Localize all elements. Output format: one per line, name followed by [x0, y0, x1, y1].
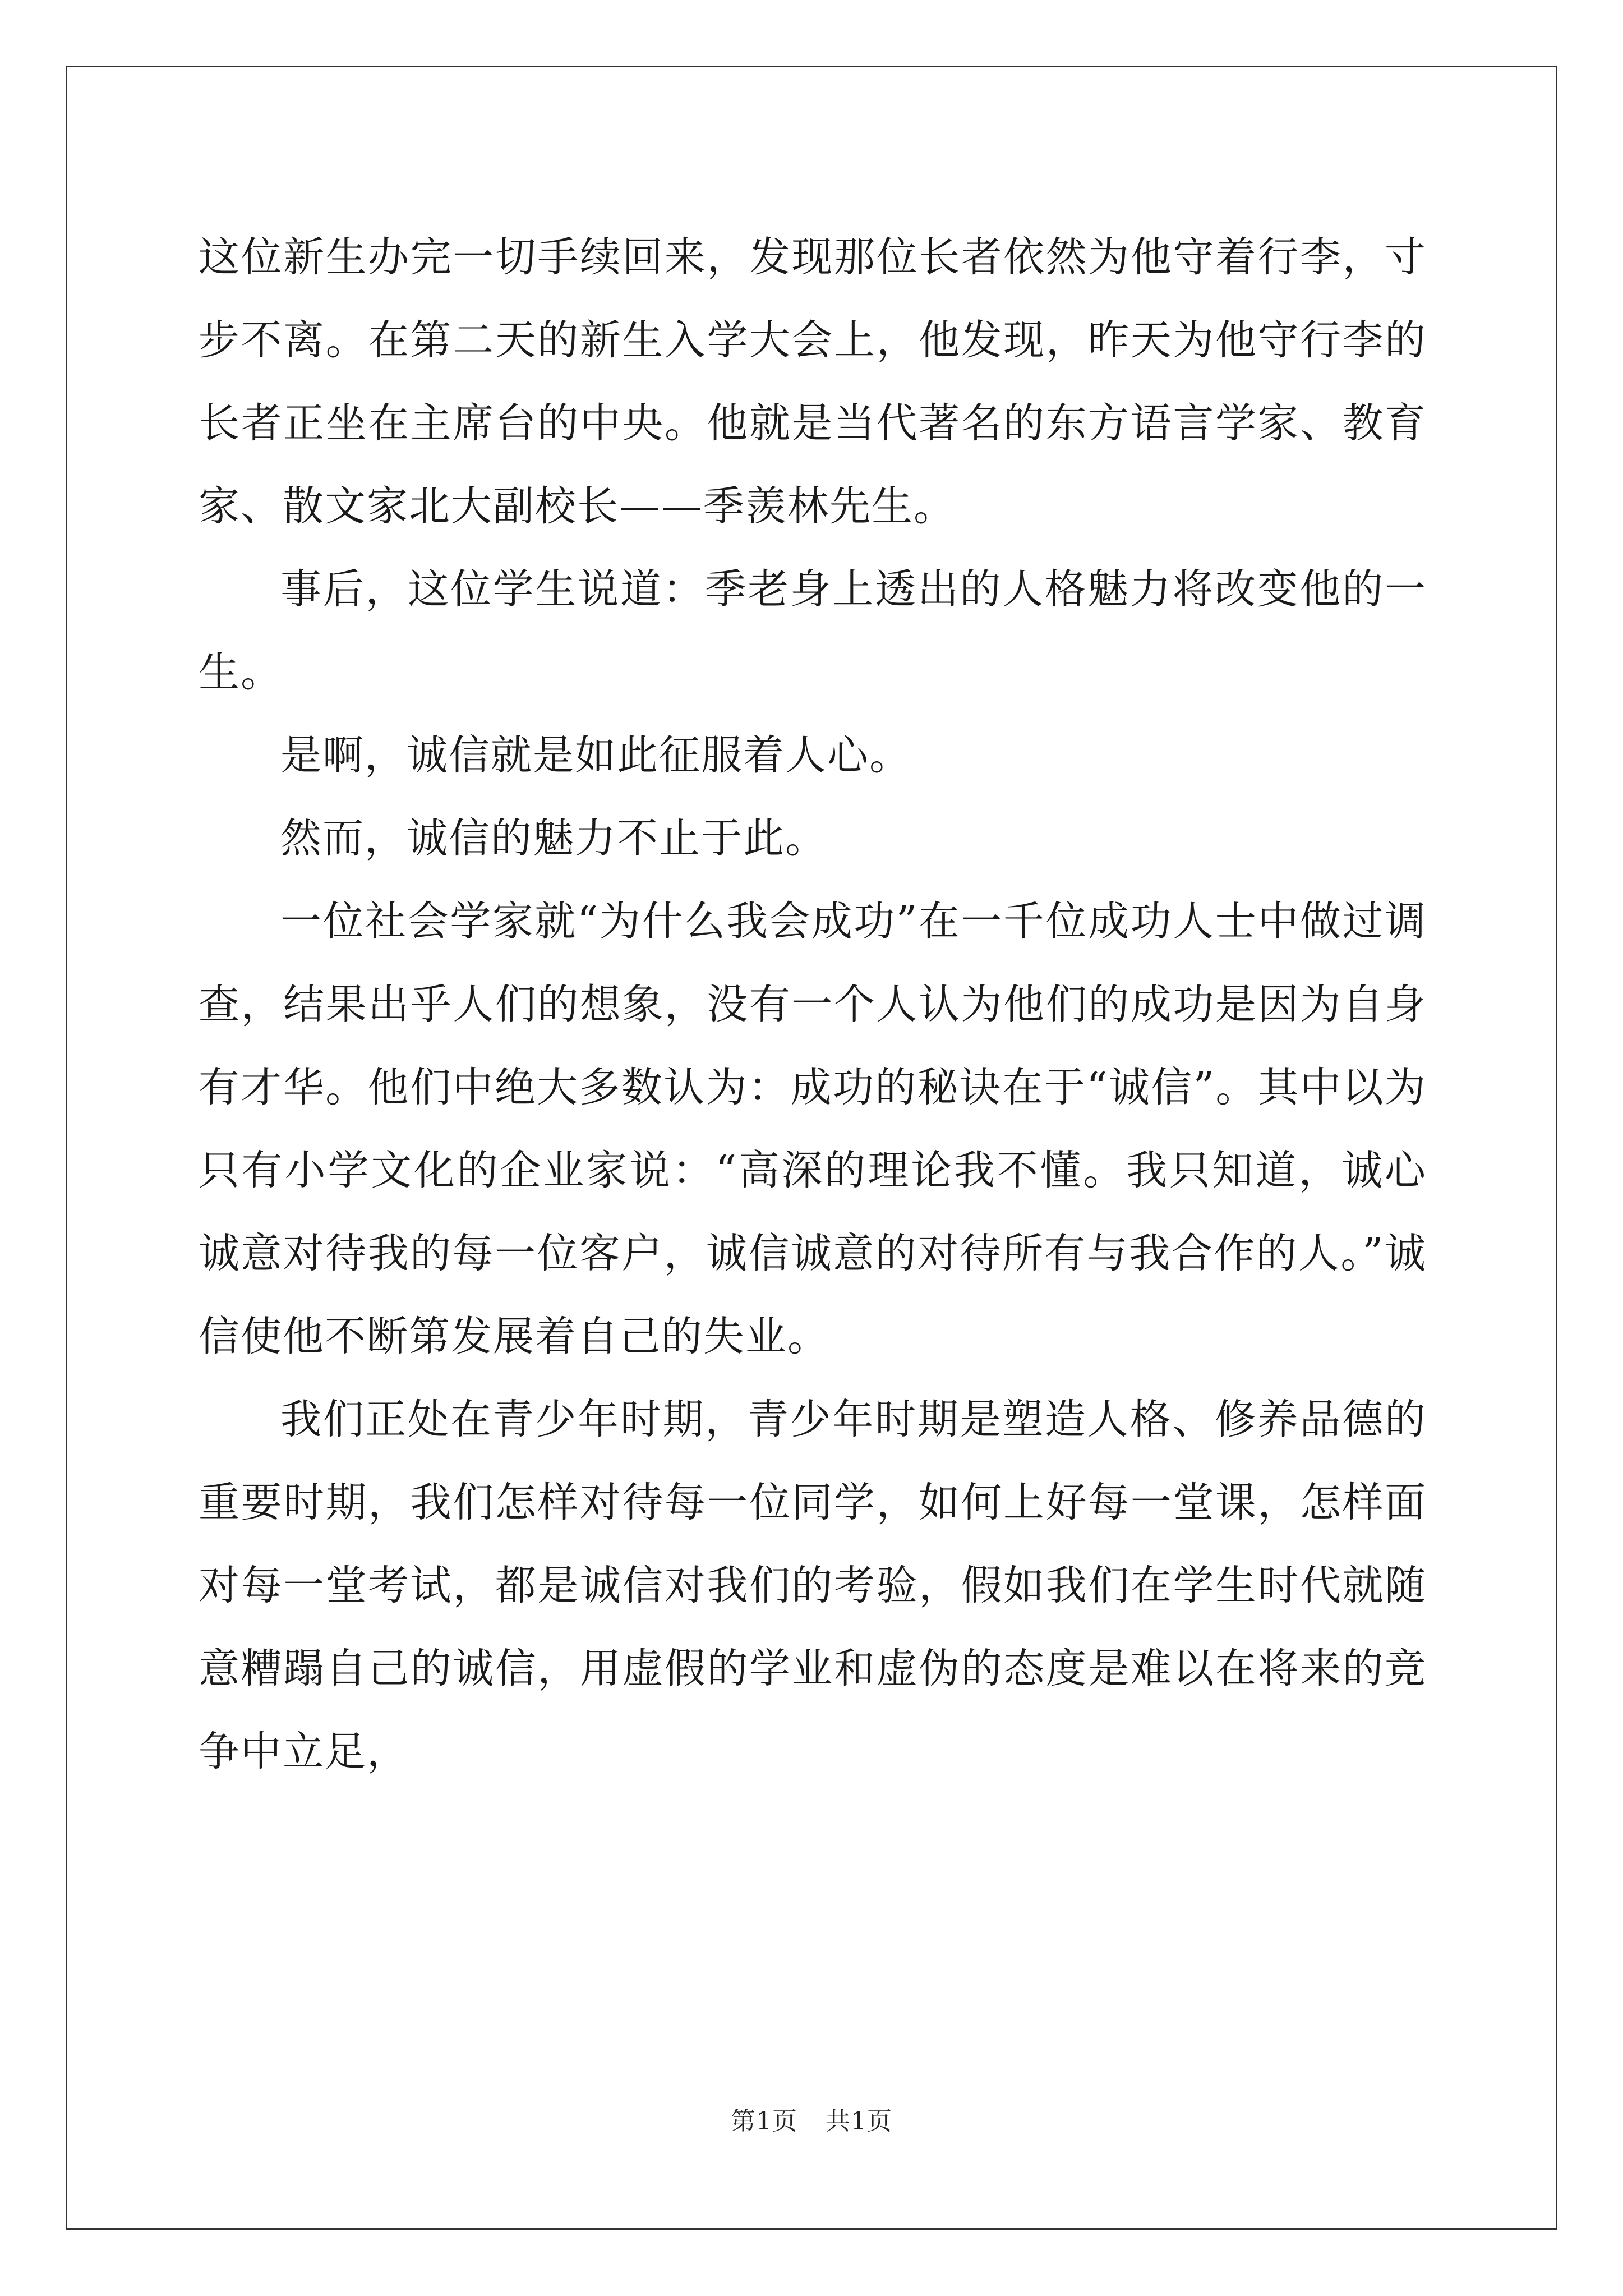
paragraph: 这位新生办完一切手续回来，发现那位长者依然为他守着行李，寸步不离。在第二天的新生入学大会上，他发现，昨天为他守行李的长者正坐在主席台的中央。他就是当代著名的东方语言学家、教育家、散文家北大副校长——季羡林先生。	[199, 233, 1427, 530]
paragraph: 我们正处在青少年时期，青少年时期是塑造人格、修养品德的重要时期，我们怎样对待每一位同学，如何上好每一堂课，怎样面对每一堂考试，都是诚信对我们的考验，假如我们在学生时代就随意糟蹋自己的诚信，用虚假的学业和虚伪的态度是难以在将来的竞争中立足，	[199, 1396, 1427, 1775]
paragraph: 事后，这位学生说道：季老身上透出的人格魅力将改变他的一生。	[199, 565, 1427, 696]
page-total: 共1页	[826, 2107, 892, 2136]
paragraph: 然而，诚信的魅力不止于此。	[280, 815, 827, 862]
paragraph: 一位社会学家就“为什么我会成功”在一千位成功人士中做过调查，结果出乎人们的想象，没有一个人认为他们的成功是因为自身有才华。他们中绝大多数认为：成功的秘诀在于“诚信”。其中以为只有小学文化的企业家说：“高深的理论我不懂。我只知道，诚心诚意对待我的每一位客户，诚信诚意的对待所有与我合作的人。”诚信使他不断第发展着自己的失业。	[199, 898, 1427, 1360]
paragraph: 是啊，诚信就是如此征服着人心。	[280, 731, 911, 779]
page-number: 第1页	[731, 2107, 797, 2136]
document-body	[199, 216, 1427, 1793]
page-footer	[0, 2101, 1623, 2137]
